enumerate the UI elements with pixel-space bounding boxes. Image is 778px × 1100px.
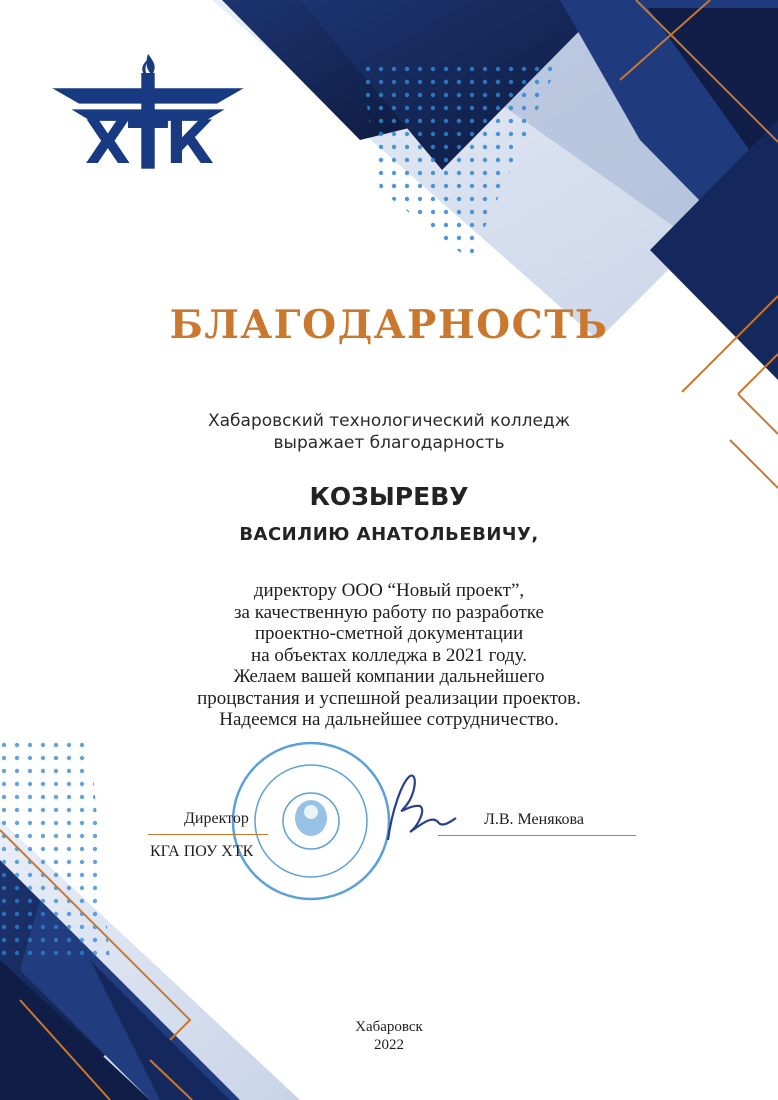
footer-city: Хабаровск <box>355 1019 423 1035</box>
intro-line: выражает благодарность <box>273 433 505 453</box>
college-stamp <box>233 743 389 899</box>
document-title: БЛАГОДАРНОСТЬ <box>169 302 609 348</box>
body-line: Желаем вашей компании дальнейшего <box>233 666 545 687</box>
intro-text <box>0 410 778 454</box>
body-line: проектно-сметной документации <box>254 623 524 644</box>
signer-organization: КГА ПОУ ХТК <box>150 843 254 860</box>
body-text <box>0 580 778 731</box>
recipient-surname: КОЗЫРЕВУ <box>309 482 469 511</box>
recipient-names: ВАСИЛИЮ АНАТОЛЬЕВИЧУ, <box>239 524 539 545</box>
body-line: процвстания и успешной реализации проектов. <box>197 687 581 709</box>
intro-line: Хабаровский технологический колледж <box>207 411 571 431</box>
footer-year: 2022 <box>374 1037 404 1053</box>
footer <box>0 1018 778 1054</box>
body-line: директору ООО “Новый проект”, <box>253 580 525 601</box>
college-logo <box>52 50 244 184</box>
signer-name: Л.В. Менякова <box>484 811 584 828</box>
body-line: за качественную работу по разработке <box>234 601 544 623</box>
signature-rule-left <box>148 834 268 835</box>
logo-text: ХТК <box>84 107 212 177</box>
signature-rule-right <box>438 835 636 836</box>
body-line: на объектах колледжа в 2021 году. <box>251 644 527 666</box>
body-line: Надеемся на дальнейшее сотрудничество. <box>219 709 559 730</box>
handwritten-signature <box>388 776 456 840</box>
signer-position: Директор <box>184 810 249 827</box>
